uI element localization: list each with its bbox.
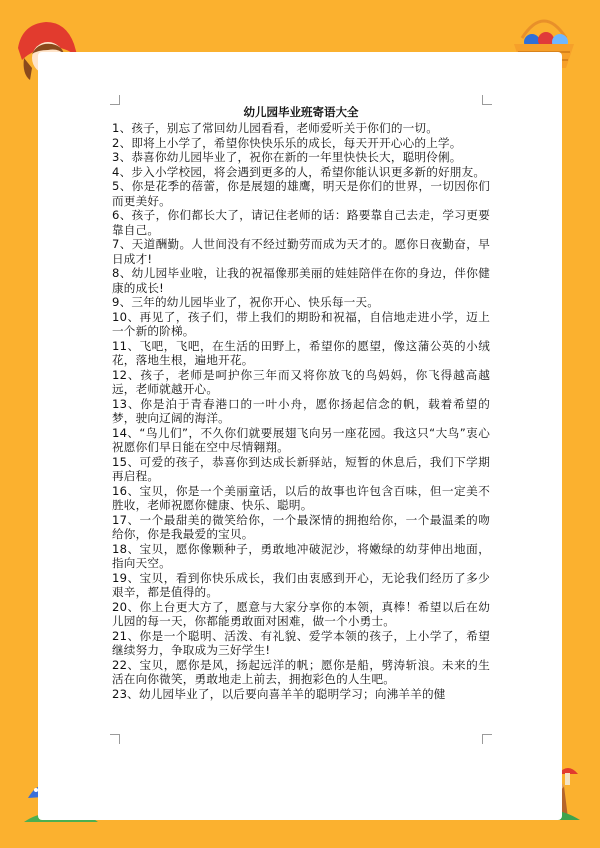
message-item: 1、孩子，别忘了常回幼儿园看看，老师爱听关于你们的一切。 bbox=[112, 121, 439, 135]
message-item: 17、一个最甜美的微笑给你，一个最深情的拥抱给你，一个最温柔的吻给你，你是我最爱的宝贝。 bbox=[112, 512, 490, 541]
message-item: 14、“鸟儿们”，不久你们就要展翅飞向另一座花园。我这只“大鸟”衷心祝愿你们早日能在空中尽情翱翔。 bbox=[112, 425, 490, 454]
message-item: 6、孩子，你们都长大了，请记住老师的话：路要靠自己去走，学习更要靠自己。 bbox=[112, 208, 490, 237]
message-item: 8、幼儿园毕业啦，让我的祝福像那美丽的娃娃陪伴在你的身边，伴你健康的成长! bbox=[112, 266, 490, 295]
message-item: 4、步入小学校园，将会遇到更多的人，希望你能认识更多新的好朋友。 bbox=[112, 164, 486, 179]
message-item: 22、宝贝，愿你是风，扬起远洋的帆；愿你是船，劈涛斩浪。未来的生活在向你微笑，勇敢地走上前去，拥抱彩色的人生吧。 bbox=[112, 657, 490, 686]
message-item: 20、你上台更大方了，愿意与大家分享你的本领，真棒！希望以后在幼儿园的每一天，你都能勇敢面对困难，做一个小勇士。 bbox=[112, 599, 490, 628]
message-item: 12、孩子，老师是呵护你三年而又将你放飞的鸟妈妈，你飞得越高越远，老师就越开心。 bbox=[112, 367, 490, 396]
message-item: 7、天道酬勤。人世间没有不经过勤劳而成为天才的。愿你日夜勤奋，早日成才! bbox=[112, 237, 490, 266]
message-item: 16、宝贝，你是一个美丽童话，以后的故事也许包含百味，但一定美不胜收，老师祝愿你健康、快乐、聪明。 bbox=[112, 483, 490, 512]
message-item: 3、恭喜你幼儿园毕业了，祝你在新的一年里快快长大，聪明伶俐。 bbox=[112, 150, 462, 164]
message-item: 15、可爱的孩子，恭喜你到达成长新驿站，短暂的休息后，我们下学期再启程。 bbox=[112, 454, 490, 483]
message-list bbox=[112, 121, 490, 701]
message-item: 9、三年的幼儿园毕业了，祝你开心、快乐每一天。 bbox=[112, 295, 380, 309]
message-item: 5、你是花季的蓓蕾，你是展翅的雄鹰，明天是你们的世界，一切因你们而更美好。 bbox=[112, 179, 490, 208]
message-item: 11、飞吧，飞吧，在生活的田野上，希望你的愿望，像这蒲公英的小绒花，落地生根，遍地开花。 bbox=[112, 338, 490, 367]
message-item: 2、即将上小学了，希望你快快乐乐的成长，每天开开心心的上学。 bbox=[112, 135, 462, 150]
document-title: 幼儿园毕业班寄语大全 bbox=[243, 105, 359, 119]
message-item: 21、你是一个聪明、活泼、有礼貌、爱学本领的孩子，上小学了，希望继续努力，争取成为三好学生! bbox=[112, 628, 490, 657]
message-item: 10、再见了，孩子们，带上我们的期盼和祝福，自信地走进小学，迈上一个新的阶梯。 bbox=[112, 309, 490, 338]
message-item: 19、宝贝，看到你快乐成长，我们由衷感到开心，无论我们经历了多少艰辛，都是值得的。 bbox=[112, 570, 490, 599]
message-item: 23、幼儿园毕业了，以后要向喜羊羊的聪明学习；向沸羊羊的健 bbox=[112, 686, 446, 701]
document-body bbox=[112, 104, 490, 744]
message-item: 18、宝贝，愿你像颗种子，勇敢地冲破泥沙，将嫩绿的幼芽伸出地面，指向天空。 bbox=[112, 541, 490, 570]
message-item: 13、你是泊于青春港口的一叶小舟，愿你扬起信念的帆，载着希望的梦，驶向辽阔的海洋。 bbox=[112, 396, 490, 425]
